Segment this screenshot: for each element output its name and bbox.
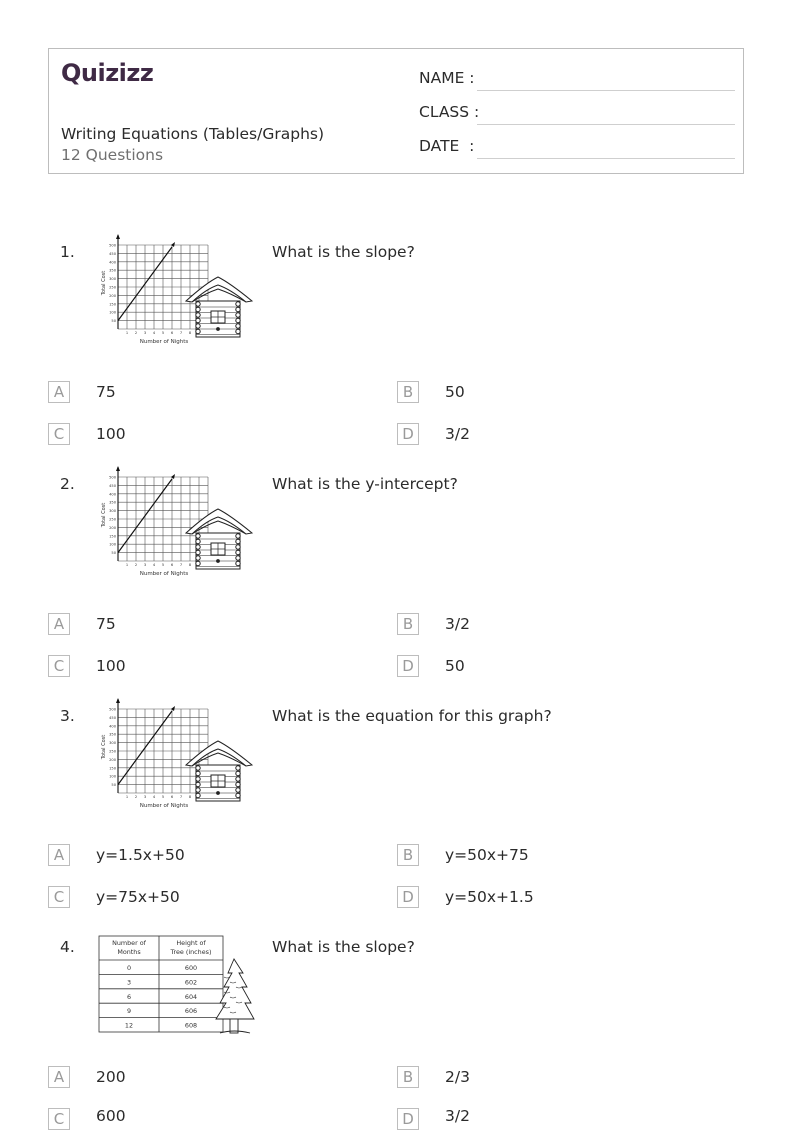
option-letter[interactable]: C bbox=[48, 886, 70, 908]
y-tick-label: 350 bbox=[109, 268, 116, 273]
cabin-icon bbox=[186, 741, 252, 801]
y-tick-label: 500 bbox=[109, 243, 116, 248]
cabin-graph-image bbox=[96, 231, 258, 349]
y-tick-label: 450 bbox=[109, 251, 116, 256]
x-tick-label: 7 bbox=[179, 331, 183, 335]
y-tick-label: 200 bbox=[109, 525, 116, 530]
x-tick-label: 2 bbox=[134, 795, 138, 799]
cabin-log-end bbox=[196, 788, 200, 792]
cabin-log-end bbox=[236, 545, 240, 549]
question-number: 2. bbox=[60, 475, 75, 493]
cabin-log-end bbox=[196, 793, 200, 797]
option-text[interactable]: 3/2 bbox=[445, 615, 470, 633]
y-tick-label: 500 bbox=[109, 475, 116, 480]
table-header: Number of bbox=[112, 939, 146, 947]
y-axis-arrow bbox=[116, 234, 120, 239]
cabin-graph-image bbox=[96, 695, 258, 813]
y-tick-label: 50 bbox=[111, 319, 116, 324]
option-letter[interactable]: A bbox=[48, 1066, 70, 1088]
y-tick-label: 500 bbox=[109, 707, 116, 712]
option-letter[interactable]: D bbox=[397, 423, 419, 445]
option-letter[interactable]: B bbox=[397, 844, 419, 866]
y-tick-label: 100 bbox=[109, 310, 116, 315]
y-tick-label: 250 bbox=[109, 285, 116, 290]
option-text[interactable]: 100 bbox=[96, 425, 126, 443]
option-letter[interactable]: C bbox=[48, 655, 70, 677]
y-tick-label: 350 bbox=[109, 500, 116, 505]
date-line[interactable] bbox=[477, 158, 735, 159]
y-tick-label: 450 bbox=[109, 483, 116, 488]
option-letter[interactable]: D bbox=[397, 1108, 419, 1130]
cabin-icon bbox=[186, 509, 252, 569]
tree-icon bbox=[216, 959, 254, 1033]
option-letter[interactable]: D bbox=[397, 886, 419, 908]
table-header: Months bbox=[117, 948, 141, 956]
cabin-log-end bbox=[196, 561, 200, 565]
cabin-log-end bbox=[196, 777, 200, 781]
y-tick-label: 200 bbox=[109, 293, 116, 298]
x-tick-label: 8 bbox=[188, 331, 192, 335]
cabin-knob bbox=[217, 328, 220, 331]
question-text: What is the equation for this graph? bbox=[272, 707, 552, 725]
cabin-log-end bbox=[236, 307, 240, 311]
table-cell: 12 bbox=[124, 1021, 134, 1030]
y-tick-label: 200 bbox=[109, 757, 116, 762]
cabin-log-end bbox=[236, 318, 240, 322]
option-letter[interactable]: A bbox=[48, 381, 70, 403]
option-text[interactable]: 3/2 bbox=[445, 425, 470, 443]
cabin-log-end bbox=[196, 329, 200, 333]
x-tick-label: 4 bbox=[152, 331, 156, 335]
cabin-log-end bbox=[236, 302, 240, 306]
y-tick-label: 150 bbox=[109, 766, 116, 771]
option-letter[interactable]: A bbox=[48, 844, 70, 866]
y-tick-label: 100 bbox=[109, 774, 116, 779]
tree-table-image bbox=[96, 935, 258, 1039]
cabin-icon bbox=[186, 277, 252, 337]
cabin-log-end bbox=[196, 550, 200, 554]
question-text: What is the slope? bbox=[272, 938, 415, 956]
y-tick-label: 400 bbox=[109, 724, 116, 729]
option-text[interactable]: y=50x+75 bbox=[445, 846, 529, 864]
x-axis-label: Number of Nights bbox=[139, 803, 189, 809]
y-tick-label: 50 bbox=[111, 783, 116, 788]
x-axis-label: Number of Nights bbox=[139, 339, 189, 345]
question-text: What is the y-intercept? bbox=[272, 475, 458, 493]
x-tick-label: 8 bbox=[188, 795, 192, 799]
option-text[interactable]: y=75x+50 bbox=[96, 888, 180, 906]
cabin-knob bbox=[217, 792, 220, 795]
table-cell: 3 bbox=[126, 978, 132, 987]
worksheet-title: Writing Equations (Tables/Graphs) bbox=[61, 125, 325, 143]
table-cell: 606 bbox=[184, 1007, 198, 1016]
cabin-log-end bbox=[236, 561, 240, 565]
date-field[interactable] bbox=[419, 137, 735, 161]
cabin-log-end bbox=[196, 318, 200, 322]
y-tick-label: 100 bbox=[109, 542, 116, 547]
table-header: Tree (inches) bbox=[170, 948, 212, 956]
y-tick-label: 400 bbox=[109, 492, 116, 497]
y-tick-label: 150 bbox=[109, 534, 116, 539]
y-tick-label: 250 bbox=[109, 749, 116, 754]
cabin-log-end bbox=[236, 771, 240, 775]
cabin-log-end bbox=[196, 313, 200, 317]
option-text[interactable]: 3/2 bbox=[445, 1107, 470, 1125]
x-tick-label: 6 bbox=[170, 563, 174, 567]
cabin-log-end bbox=[236, 788, 240, 792]
cabin-log-end bbox=[236, 556, 240, 560]
cabin-log-end bbox=[236, 313, 240, 317]
y-tick-label: 450 bbox=[109, 715, 116, 720]
y-tick-label: 300 bbox=[109, 277, 116, 282]
question-number: 1. bbox=[60, 243, 75, 261]
question-count: 12 Questions bbox=[61, 146, 164, 164]
table-cell: 0 bbox=[126, 964, 132, 972]
table-cell: 608 bbox=[184, 1021, 198, 1030]
cabin-log-end bbox=[236, 777, 240, 781]
cabin-log-end bbox=[236, 766, 240, 770]
option-letter[interactable]: C bbox=[48, 423, 70, 445]
data-line-arrow bbox=[171, 706, 175, 711]
data-line-arrow bbox=[171, 242, 175, 247]
option-letter[interactable]: B bbox=[397, 381, 419, 403]
class-field[interactable] bbox=[419, 103, 735, 127]
cabin-log-end bbox=[236, 324, 240, 328]
quizizz-logo: Quizizz bbox=[61, 59, 154, 87]
y-axis-arrow bbox=[116, 466, 120, 471]
option-letter[interactable]: B bbox=[397, 613, 419, 635]
cabin-log-end bbox=[196, 545, 200, 549]
cabin-log-end bbox=[196, 539, 200, 543]
y-tick-label: 400 bbox=[109, 260, 116, 265]
class-label: CLASS : bbox=[419, 103, 480, 121]
question-number: 3. bbox=[60, 707, 75, 725]
name-line[interactable] bbox=[477, 90, 735, 91]
table-cell: 9 bbox=[126, 1007, 132, 1016]
table-cell: 6 bbox=[126, 992, 132, 1001]
cabin-knob bbox=[217, 560, 220, 563]
table-header: Height of bbox=[176, 939, 206, 947]
option-text[interactable]: 50 bbox=[445, 657, 465, 675]
cabin-log-end bbox=[196, 556, 200, 560]
x-tick-label: 1 bbox=[125, 795, 129, 799]
x-tick-label: 5 bbox=[161, 331, 165, 335]
graph-grid bbox=[118, 477, 208, 561]
cabin-log-end bbox=[236, 782, 240, 786]
y-tick-label: 300 bbox=[109, 741, 116, 746]
class-line[interactable] bbox=[477, 124, 735, 125]
y-axis-label: Total Cost bbox=[101, 270, 107, 296]
x-tick-label: 5 bbox=[161, 795, 165, 799]
cabin-graph-image bbox=[96, 463, 258, 581]
x-tick-label: 1 bbox=[125, 331, 129, 335]
y-axis-arrow bbox=[116, 698, 120, 703]
question-text: What is the slope? bbox=[272, 243, 415, 261]
cabin-log-end bbox=[196, 324, 200, 328]
graph-grid bbox=[118, 245, 208, 329]
table-cell: 604 bbox=[184, 992, 198, 1001]
option-text[interactable]: 75 bbox=[96, 383, 116, 401]
x-tick-label: 3 bbox=[143, 331, 147, 335]
x-tick-label: 6 bbox=[170, 331, 174, 335]
cabin-log-end bbox=[196, 307, 200, 311]
x-tick-label: 3 bbox=[143, 795, 147, 799]
x-tick-label: 2 bbox=[134, 331, 138, 335]
name-field[interactable] bbox=[419, 69, 735, 93]
cabin-log-end bbox=[236, 539, 240, 543]
cabin-log-end bbox=[196, 782, 200, 786]
option-text[interactable]: 50 bbox=[445, 383, 465, 401]
x-tick-label: 7 bbox=[179, 795, 183, 799]
option-text[interactable]: y=1.5x+50 bbox=[96, 846, 185, 864]
question-number: 4. bbox=[60, 938, 75, 956]
option-letter[interactable]: D bbox=[397, 655, 419, 677]
option-letter[interactable]: B bbox=[397, 1066, 419, 1088]
x-tick-label: 4 bbox=[152, 563, 156, 567]
x-tick-label: 4 bbox=[152, 795, 156, 799]
cabin-log-end bbox=[236, 534, 240, 538]
y-axis-label: Total Cost bbox=[101, 734, 107, 760]
option-text[interactable]: 100 bbox=[96, 657, 126, 675]
x-tick-label: 3 bbox=[143, 563, 147, 567]
cabin-log-end bbox=[196, 302, 200, 306]
y-axis-label: Total Cost bbox=[101, 502, 107, 528]
table-cell: 602 bbox=[184, 978, 198, 987]
y-tick-label: 350 bbox=[109, 732, 116, 737]
graph-grid bbox=[118, 709, 208, 793]
option-text[interactable]: y=50x+1.5 bbox=[445, 888, 534, 906]
cabin-log-end bbox=[196, 771, 200, 775]
option-text[interactable]: 75 bbox=[96, 615, 116, 633]
cabin-log-end bbox=[236, 550, 240, 554]
option-text[interactable]: 200 bbox=[96, 1068, 126, 1086]
x-tick-label: 2 bbox=[134, 563, 138, 567]
worksheet-header bbox=[48, 48, 744, 174]
x-tick-label: 7 bbox=[179, 563, 183, 567]
cabin-log-end bbox=[196, 766, 200, 770]
name-label: NAME : bbox=[419, 69, 475, 87]
x-tick-label: 1 bbox=[125, 563, 129, 567]
table-cell: 600 bbox=[184, 964, 198, 972]
x-axis-label: Number of Nights bbox=[139, 571, 189, 577]
y-tick-label: 250 bbox=[109, 517, 116, 522]
y-tick-label: 300 bbox=[109, 509, 116, 514]
x-tick-label: 8 bbox=[188, 563, 192, 567]
data-line-arrow bbox=[171, 474, 175, 479]
option-letter[interactable]: A bbox=[48, 613, 70, 635]
option-text[interactable]: 600 bbox=[96, 1107, 126, 1125]
option-letter[interactable]: C bbox=[48, 1108, 70, 1130]
date-label: DATE : bbox=[419, 137, 475, 155]
cabin-log-end bbox=[196, 534, 200, 538]
x-tick-label: 5 bbox=[161, 563, 165, 567]
y-tick-label: 150 bbox=[109, 302, 116, 307]
y-tick-label: 50 bbox=[111, 551, 116, 556]
x-tick-label: 6 bbox=[170, 795, 174, 799]
cabin-log-end bbox=[236, 793, 240, 797]
cabin-log-end bbox=[236, 329, 240, 333]
option-text[interactable]: 2/3 bbox=[445, 1068, 470, 1086]
